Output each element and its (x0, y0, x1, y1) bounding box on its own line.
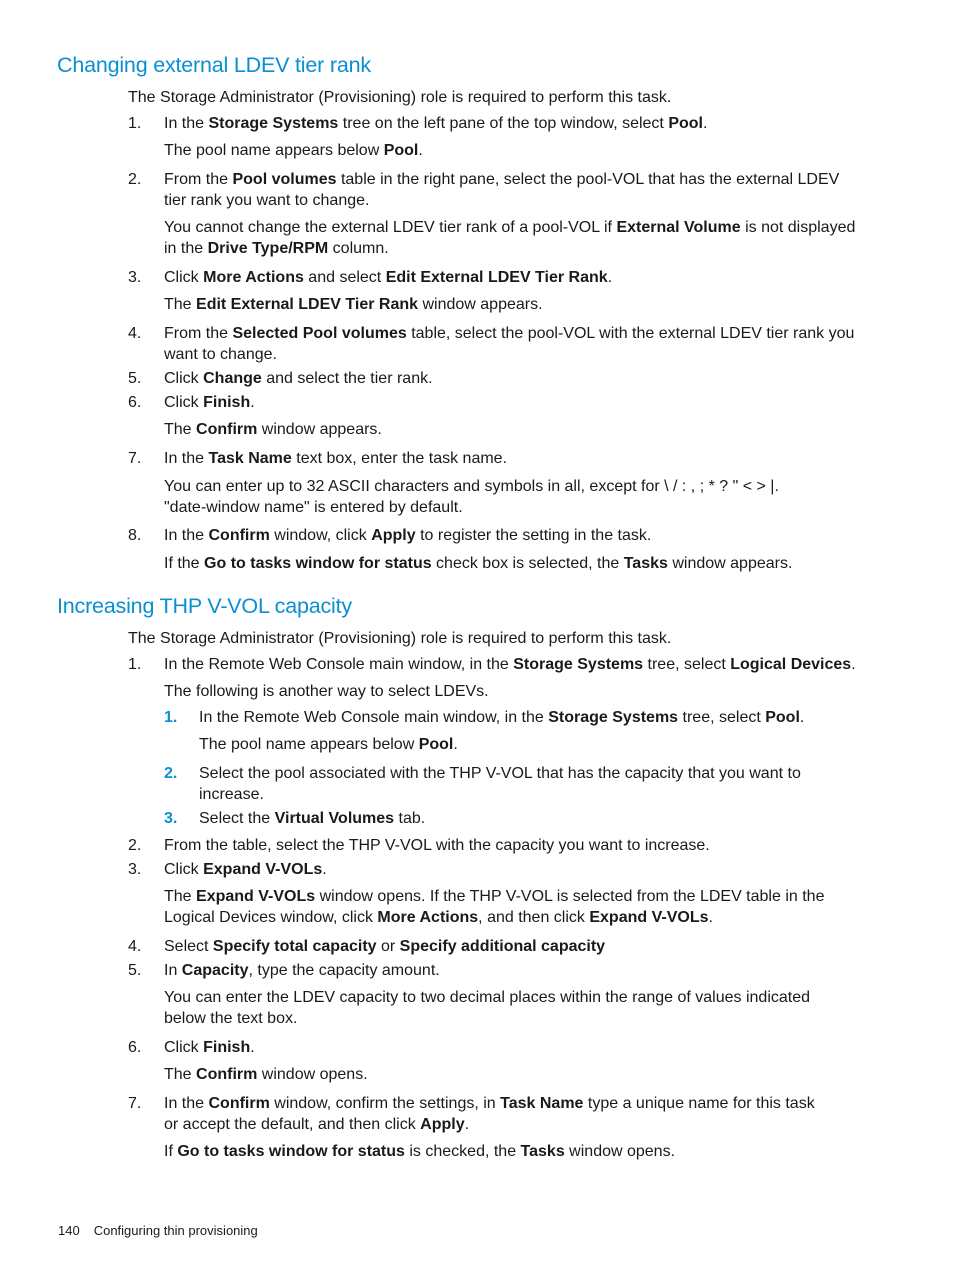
step-number: 1. (128, 656, 142, 673)
section-intro: The Storage Administrator (Provisioning) role is required to perform this task. (128, 89, 672, 106)
step-note: Logical Devices window, click More Actions, and then click Expand V-VOLs. (164, 909, 713, 926)
step-text: From the Pool volumes table in the right pane, select the pool-VOL that has the external LDEV (164, 171, 840, 188)
step-text: Click Finish. (164, 394, 255, 411)
page-number: 140 (58, 1223, 80, 1238)
step-number: 3. (128, 861, 142, 878)
step-number: 6. (128, 1039, 142, 1056)
substep-text: Select the Virtual Volumes tab. (199, 810, 426, 827)
step-note: The pool name appears below Pool. (164, 142, 423, 159)
step-text: Select Specify total capacity or Specify additional capacity (164, 938, 606, 955)
step-text: In the Confirm window, click Apply to register the setting in the task. (164, 527, 652, 544)
step-text: In the Storage Systems tree on the left pane of the top window, select Pool. (164, 115, 708, 132)
step-text: or accept the default, and then click Apply. (164, 1116, 470, 1133)
step-text: Click Expand V-VOLs. (164, 861, 327, 878)
step-text: tier rank you want to change. (164, 192, 370, 209)
step-number: 7. (128, 1095, 142, 1112)
chapter-title: Configuring thin provisioning (93, 1223, 258, 1238)
step-note: You can enter the LDEV capacity to two decimal places within the range of values indicated (164, 989, 811, 1006)
step-note: The Confirm window opens. (164, 1066, 368, 1083)
step-note: The Confirm window appears. (164, 421, 382, 438)
step-text: Click Change and select the tier rank. (164, 370, 433, 387)
step-number: 5. (128, 370, 142, 387)
step-number: 1. (128, 115, 142, 132)
step-note: The Edit External LDEV Tier Rank window appears. (164, 296, 543, 313)
step-number: 4. (128, 325, 142, 342)
page-footer (58, 1222, 258, 1240)
step-note: below the text box. (164, 1010, 298, 1027)
step-note: in the Drive Type/RPM column. (164, 240, 389, 257)
step-note: You can enter up to 32 ASCII characters and symbols in all, except for \ / : , ; * ? " < > |. (164, 478, 779, 495)
step-number: 2. (128, 837, 142, 854)
substep-number: 2. (164, 765, 178, 782)
step-text: want to change. (164, 346, 277, 363)
substep-text: Select the pool associated with the THP V-VOL that has the capacity that you want to (199, 765, 801, 782)
step-note: The following is another way to select LDEVs. (164, 683, 489, 700)
section-heading-ldev-tier-rank: Changing external LDEV tier rank (57, 53, 371, 77)
step-number: 2. (128, 171, 142, 188)
step-number: 5. (128, 962, 142, 979)
step-number: 8. (128, 527, 142, 544)
step-number: 7. (128, 450, 142, 467)
substep-number: 3. (164, 810, 178, 827)
step-note: You cannot change the external LDEV tier rank of a pool-VOL if External Volume is not displayed (164, 219, 856, 236)
section-intro: The Storage Administrator (Provisioning) role is required to perform this task. (128, 630, 672, 647)
step-text: In the Task Name text box, enter the task name. (164, 450, 508, 467)
step-text: From the Selected Pool volumes table, select the pool-VOL with the external LDEV tier rank you (164, 325, 855, 342)
step-note: If the Go to tasks window for status check box is selected, the Tasks window appears. (164, 555, 793, 572)
step-note: The Expand V-VOLs window opens. If the THP V-VOL is selected from the LDEV table in the (164, 888, 825, 905)
step-number: 4. (128, 938, 142, 955)
step-text: From the table, select the THP V-VOL with the capacity you want to increase. (164, 837, 710, 854)
step-note: "date-window name" is entered by default. (164, 499, 463, 516)
substep-text: In the Remote Web Console main window, in the Storage Systems tree, select Pool. (199, 709, 805, 726)
step-text: In the Confirm window, confirm the settings, in Task Name type a unique name for this task (164, 1095, 815, 1112)
step-text: Click More Actions and select Edit External LDEV Tier Rank. (164, 269, 613, 286)
step-text: Click Finish. (164, 1039, 255, 1056)
substep-text: increase. (199, 786, 264, 803)
step-note: If Go to tasks window for status is checked, the Tasks window opens. (164, 1143, 676, 1160)
step-text: In Capacity, type the capacity amount. (164, 962, 440, 979)
substep-number: 1. (164, 709, 178, 726)
step-number: 6. (128, 394, 142, 411)
section-heading-thp-vvol-capacity: Increasing THP V-VOL capacity (57, 594, 352, 618)
step-number: 3. (128, 269, 142, 286)
step-text: In the Remote Web Console main window, in the Storage Systems tree, select Logical Devices. (164, 656, 856, 673)
substep-note: The pool name appears below Pool. (199, 736, 458, 753)
